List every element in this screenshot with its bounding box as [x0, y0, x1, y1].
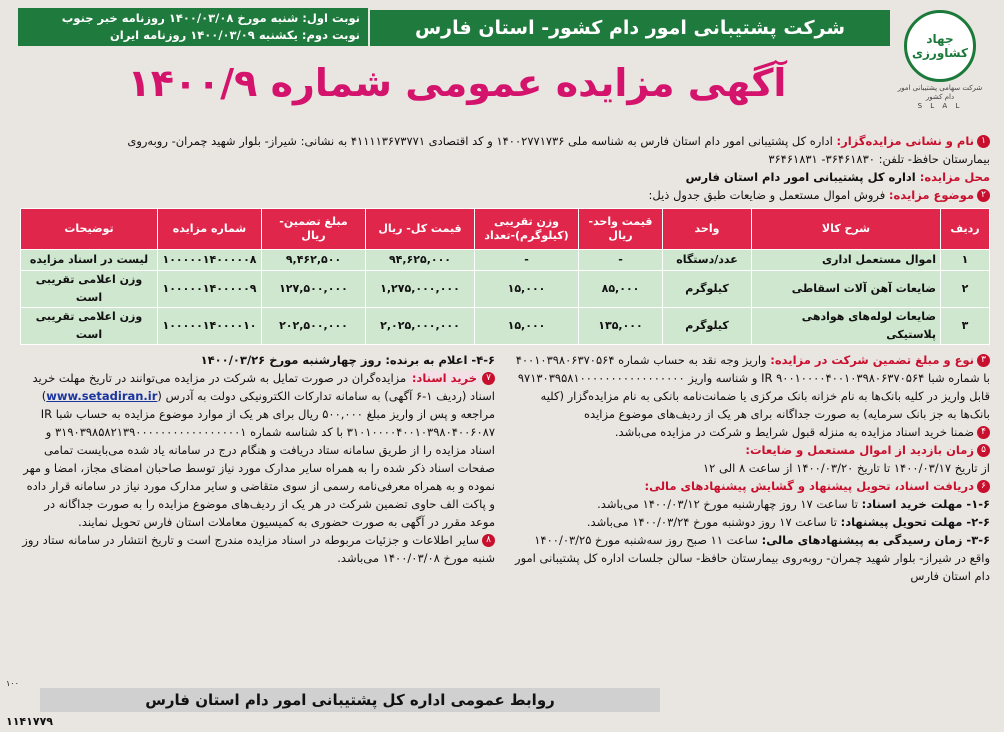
section-text: اداره کل پشتیبانی امور دام استان فارس به شناسه ملی ۱۴۰۰۲۷۷۱۷۳۶ و کد اقتصادی ۴۱۱۱۱۳۶۷۳۷۷۱ به نشانی: شیراز- بلوار شهید چمران- روبه‌روی	[127, 134, 837, 148]
table-cell: ۱۰۰۰۰۰۱۴۰۰۰۰۱۰	[158, 308, 262, 345]
two-columns	[20, 351, 990, 585]
section-number: ۲	[977, 189, 990, 202]
footer-banner: روابط عمومی اداره کل پشتیبانی امور دام استان فارس	[40, 688, 660, 712]
side-number: ۱۰۰	[6, 679, 19, 688]
col-header: ردیف	[941, 209, 990, 250]
table-row	[21, 271, 990, 308]
table-cell: ۱۵,۰۰۰	[475, 271, 579, 308]
section-2	[20, 186, 990, 204]
table-cell: ۱۰۰۰۰۰۱۴۰۰۰۰۰۹	[158, 271, 262, 308]
ad-title: آگهی مزایده عمومی شماره ۱۴۰۰/۹	[127, 61, 787, 105]
reference-number: ۱۱۴۱۷۷۹	[6, 715, 53, 728]
section-6-3	[515, 531, 990, 585]
section-5	[515, 441, 990, 459]
section-text-cont: ) مراجعه و پس از واریز مبلغ ۵۰۰,۰۰۰ ریال برای هر یک از موارد موضوع مزایده به حساب شبا IR ۳۱۰۱۰۰۰۰۴۰۰۱۰۳۹۸۰۴۰۰۶۰۸۷ با کد شناسه شماره ۳۱۹۰۳۹۸۵۸۲۱۳۹۰۰۰۰۰۰۰۰۰۰۰۰۰۰۰۰۰۱ و اسناد مزایده را از طریق سامانه ستاد دریافت و هنگام درج در سامانه یاد شده می‌بایست تمامی صفحات اسناد ذکر شده را به همراه سایر مدارک مورد نیاز توسط صاحبان امضای مجاز، امضا و مهر نموده و به همراه معرفی‌نامه رسمی از سوی متقاضی و سایر مدارک مورد نیاز در سامانه قرار داده و پاکت الف حاوی تضمین شرکت در هر یک از ردیف‌های موضوع مزایده را به صورت جداگانه در موعد مقرر در آگهی به صورت حضوری به کمیسیون معاملات استان فارس تحویل نمایند.	[23, 389, 495, 529]
place-text: اداره کل پشتیبانی امور دام استان فارس	[685, 170, 920, 184]
table-cell: ضایعات لوله‌های هوادهی پلاستیکی	[752, 308, 941, 345]
table-cell: ۱,۲۷۵,۰۰۰,۰۰۰	[366, 271, 475, 308]
section-number: ۵	[977, 444, 990, 457]
section-6-4	[20, 351, 495, 369]
table-cell: ۱۳۵,۰۰۰	[579, 308, 663, 345]
table-cell: ۱	[941, 250, 990, 271]
section-1	[20, 132, 990, 150]
table-cell: اموال مستعمل اداری	[752, 250, 941, 271]
table-header-row	[21, 209, 990, 250]
section-3	[515, 351, 990, 423]
logo-name: جهاد کشاورزی	[912, 32, 968, 60]
sub-label: ۲-۶- مهلت تحویل پیشنهاد:	[840, 515, 990, 529]
section-label: خرید اسناد:	[411, 371, 477, 385]
section-6-1	[515, 495, 990, 513]
right-column	[505, 351, 990, 585]
logo-latin: S L A L	[917, 102, 963, 110]
sub-label: ۳-۶- زمان رسیدگی به پیشنهادهای مالی:	[761, 533, 990, 547]
table-cell: ۲,۰۲۵,۰۰۰,۰۰۰	[366, 308, 475, 345]
section-number: ۱	[977, 135, 990, 148]
section-text: مزایده‌گران در صورت تمایل به شرکت در مزایده می‌توانند در تاریخ مهلت خرید اسناد (ردیف ۱-۶ آگهی) به سامانه تدارکات الکترونیکی دولت به آدرس (	[32, 371, 495, 403]
section-4	[515, 423, 990, 441]
table-cell: کیلوگرم	[663, 308, 752, 345]
sub-text: تا ساعت ۱۷ روز چهارشنبه مورخ ۱۴۰۰/۰۳/۱۲ می‌باشد.	[597, 497, 862, 511]
section-7	[20, 369, 495, 531]
table-cell: ضایعات آهن آلات اسقاطی	[752, 271, 941, 308]
section-text: سایر اطلاعات و جزئیات مربوطه در اسناد مزایده مندرج است و تاریخ انتشار در سامانه ستاد روز شنبه مورخ ۱۴۰۰/۰۳/۰۸ می‌باشد.	[22, 533, 495, 565]
section-6-2	[515, 513, 990, 531]
col-header: توضیحات	[21, 209, 158, 250]
col-header: واحد	[663, 209, 752, 250]
table-cell: ۸۵,۰۰۰	[579, 271, 663, 308]
section-label: نام و نشانی مزایده‌گزار:	[836, 134, 974, 148]
setadiran-link[interactable]: www.setadiran.ir	[46, 389, 158, 403]
table-cell: وزن اعلامی تقریبی است	[21, 308, 158, 345]
section-label: زمان بازدید از اموال مستعمل و ضایعات:	[745, 443, 974, 457]
sub-label: ۴-۶- اعلام به برنده:	[385, 353, 495, 367]
turn-two: نوبت دوم: یکشنبه ۱۴۰۰/۰۳/۰۹ روزنامه ایران	[109, 28, 360, 42]
section-text: ضمنا خرید اسناد مزایده به منزله قبول شرایط و شرکت در مزایده می‌باشد.	[614, 425, 974, 439]
items-table	[20, 208, 990, 345]
left-column	[20, 351, 505, 585]
table-cell: ۱۲۷,۵۰۰,۰۰۰	[262, 271, 366, 308]
section-text: واریز وجه نقد به حساب شماره ۴۰۰۱۰۳۹۸۰۶۳۷۰۵۶۴ با شماره شبا IR ۹۰۰۱۰۰۰۰۴۰۰۱۰۳۹۸۰۶۳۷۰۵۶۴ و شناسه واریز ۹۷۱۳۰۳۹۵۸۱۰۰۰۰۰۰۰۰۰۰۰۰۰۰۰۰۰ قابل واریز در کلیه بانک‌ها به نام خزانه بانک مرکزی یا ضمانت‌نامه بانکی به نام مزایده‌گزار (کلیه بانک‌ها به جز بانک سرمایه) به صورت جداگانه برای هر یک از ردیف‌های موضوع مزایده	[515, 353, 990, 421]
section-label: نوع و مبلغ تضمین شرکت در مزایده:	[770, 353, 974, 367]
section-6	[515, 477, 990, 495]
table-row	[21, 308, 990, 345]
col-header: شرح کالا	[752, 209, 941, 250]
col-header: مبلغ تضمین- ریال	[262, 209, 366, 250]
table-cell: ۹,۴۶۲,۵۰۰	[262, 250, 366, 271]
section-number: ۷	[482, 372, 495, 385]
table-row	[21, 250, 990, 271]
table-cell: ۱۵,۰۰۰	[475, 308, 579, 345]
sub-text: تا ساعت ۱۷ روز دوشنبه مورخ ۱۴۰۰/۰۳/۲۴ می‌باشد.	[586, 515, 841, 529]
table-cell: ۳	[941, 308, 990, 345]
section-text: فروش اموال مستعمل و ضایعات طبق جدول ذیل:	[648, 188, 889, 202]
place-section	[20, 168, 990, 186]
sub-label: ۱-۶- مهلت خرید اسناد:	[861, 497, 990, 511]
section-number: ۶	[977, 480, 990, 493]
table-cell: -	[579, 250, 663, 271]
section-number: ۴	[977, 426, 990, 439]
section-number: ۸	[482, 534, 495, 547]
company-name: شرکت پشتیبانی امور دام کشور- استان فارس	[370, 10, 890, 46]
sub-text: ساعت ۱۱ صبح روز سه‌شنبه مورخ ۱۴۰۰/۰۳/۲۵ واقع در شیراز- بلوار شهید چمران- روبه‌روی بیمارستان حافظ- سالن جلسات اداره کل پشتیبانی امور دام استان فارس	[515, 533, 990, 583]
section-number: ۳	[977, 354, 990, 367]
table-cell: ۹۴,۶۲۵,۰۰۰	[366, 250, 475, 271]
table-cell: عدد/دستگاه	[663, 250, 752, 271]
table-cell: کیلوگرم	[663, 271, 752, 308]
section-8	[20, 531, 495, 567]
col-header: قیمت کل- ریال	[366, 209, 475, 250]
table-cell: ۲	[941, 271, 990, 308]
section-1-cont: بیمارستان حافظ- تلفن: ۳۶۴۶۱۸۳۰- ۳۶۴۶۱۸۳۱	[768, 152, 990, 166]
table-cell: وزن اعلامی تقریبی است	[21, 271, 158, 308]
section-5-text: از تاریخ ۱۴۰۰/۰۳/۱۷ تا تاریخ ۱۴۰۰/۰۳/۲۰ از ساعت ۸ الی ۱۲	[702, 461, 990, 475]
logo-emblem-icon	[904, 10, 976, 82]
section-label: دریافت اسناد، تحویل پیشنهاد و گشایش پیشنهادهای مالی:	[644, 479, 974, 493]
place-label: محل مزایده:	[919, 170, 990, 184]
table-cell: ۲۰۲,۵۰۰,۰۰۰	[262, 308, 366, 345]
ad-body	[20, 132, 990, 585]
section-label: موضوع مزایده:	[888, 188, 974, 202]
col-header: قیمت واحد- ریال	[579, 209, 663, 250]
col-header: شماره مزایده	[158, 209, 262, 250]
col-header: وزن تقریبی (کیلوگرم)-تعداد	[475, 209, 579, 250]
table-cell: -	[475, 250, 579, 271]
table-cell: لیست در اسناد مزایده	[21, 250, 158, 271]
table-cell: ۱۰۰۰۰۰۱۴۰۰۰۰۰۸	[158, 250, 262, 271]
logo-subtitle: شرکت سهامی پشتیبانی امور دام کشور	[897, 84, 983, 101]
logo	[894, 10, 986, 110]
publication-dates	[18, 8, 368, 46]
turn-one: نوبت اول: شنبه مورخ ۱۴۰۰/۰۳/۰۸ روزنامه خبر جنوب	[61, 11, 360, 25]
sub-text: روز چهارشنبه مورخ ۱۴۰۰/۰۳/۲۶	[200, 353, 386, 367]
